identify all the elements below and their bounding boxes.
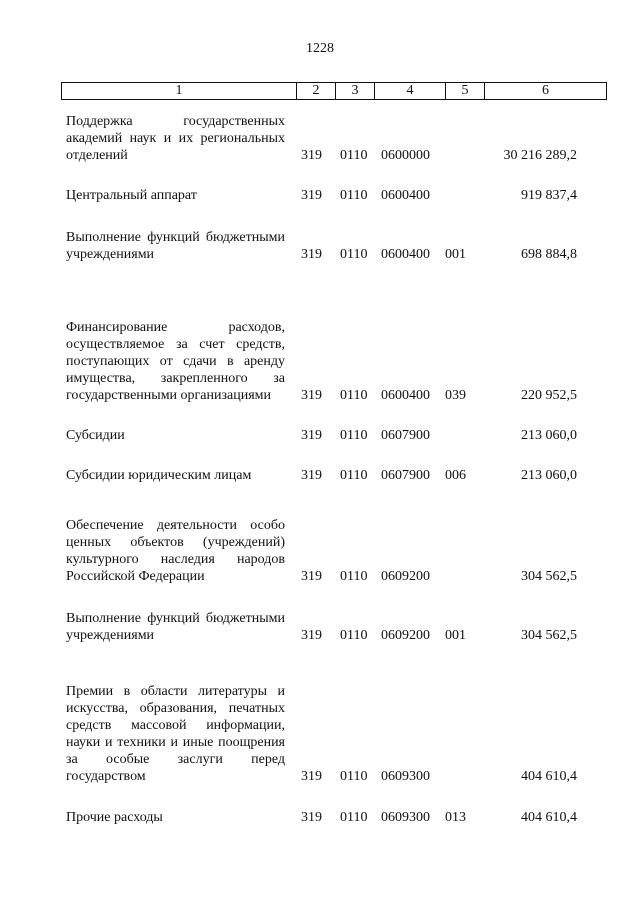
row-ved: 319 <box>301 428 322 443</box>
row-target-article: 0607900 <box>381 468 430 483</box>
row-name: Субсидии <box>66 428 125 443</box>
row-expense-type: 039 <box>445 388 466 403</box>
table-row <box>0 809 640 826</box>
header-col-1: 1 <box>62 83 297 99</box>
row-target-article: 0609200 <box>381 628 430 643</box>
row-sum: 30 216 289,2 <box>503 148 577 163</box>
row-ved: 319 <box>301 769 322 784</box>
row-sum: 404 610,4 <box>521 810 577 825</box>
row-sum: 304 562,5 <box>521 569 577 584</box>
row-sum: 698 884,8 <box>521 247 577 262</box>
row-name: Прочие расходы <box>66 810 163 825</box>
row-ved: 319 <box>301 628 322 643</box>
table-row <box>0 611 640 644</box>
row-sum: 919 837,4 <box>521 188 577 203</box>
row-ved: 319 <box>301 388 322 403</box>
row-name: Субсидии юридическим лицам <box>66 468 252 483</box>
table-row <box>0 518 640 585</box>
row-expense-type: 006 <box>445 468 466 483</box>
table-header <box>61 82 607 100</box>
row-ved: 319 <box>301 810 322 825</box>
row-expense-type: 001 <box>445 628 466 643</box>
row-name: Поддержка государственных академий наук и их региональных отделений <box>66 114 285 163</box>
row-ved: 319 <box>301 569 322 584</box>
row-name: Премии в области литературы и искусства, образования, печатных средств массовой информации, науки и техники и иные поощрения за особые заслуги перед государством <box>66 684 285 784</box>
row-section: 0110 <box>340 769 368 784</box>
row-expense-type: 013 <box>445 810 466 825</box>
row-sum: 404 610,4 <box>521 769 577 784</box>
table-row <box>0 187 640 204</box>
row-target-article: 0609300 <box>381 769 430 784</box>
row-ved: 319 <box>301 468 322 483</box>
row-sum: 213 060,0 <box>521 468 577 483</box>
row-ved: 319 <box>301 188 322 203</box>
row-ved: 319 <box>301 148 322 163</box>
row-section: 0110 <box>340 188 368 203</box>
table-row <box>0 684 640 785</box>
header-col-2: 2 <box>297 83 336 99</box>
row-target-article: 0600400 <box>381 188 430 203</box>
row-target-article: 0609200 <box>381 569 430 584</box>
row-target-article: 0600400 <box>381 388 430 403</box>
row-section: 0110 <box>340 468 368 483</box>
row-section: 0110 <box>340 247 368 262</box>
row-name: Финансирование расходов, осуществляемое за счет средств, поступающих от сдачи в аренду имущества, закрепленного за государственными организациями <box>66 320 285 403</box>
table-row <box>0 320 640 404</box>
row-target-article: 0609300 <box>381 810 430 825</box>
row-expense-type: 001 <box>445 247 466 262</box>
row-section: 0110 <box>340 810 368 825</box>
row-target-article: 0600400 <box>381 247 430 262</box>
row-sum: 213 060,0 <box>521 428 577 443</box>
row-target-article: 0600000 <box>381 148 430 163</box>
row-section: 0110 <box>340 428 368 443</box>
header-col-5: 5 <box>446 83 485 99</box>
row-name: Выполнение функций бюджетными учреждениями <box>66 611 285 643</box>
table-row <box>0 467 640 484</box>
row-name: Центральный аппарат <box>66 188 197 203</box>
header-col-3: 3 <box>336 83 375 99</box>
header-col-6: 6 <box>542 83 549 98</box>
row-section: 0110 <box>340 148 368 163</box>
row-section: 0110 <box>340 569 368 584</box>
row-ved: 319 <box>301 247 322 262</box>
row-name: Обеспечение деятельности особо ценных объектов (учреждений) культурного наследия народов Российской Федерации <box>66 518 285 584</box>
row-sum: 304 562,5 <box>521 628 577 643</box>
row-sum: 220 952,5 <box>521 388 577 403</box>
row-name: Выполнение функций бюджетными учреждениями <box>66 230 285 262</box>
row-target-article: 0607900 <box>381 428 430 443</box>
row-section: 0110 <box>340 388 368 403</box>
table-row <box>0 114 640 164</box>
header-col-4: 4 <box>375 83 446 99</box>
table-row <box>0 427 640 444</box>
row-section: 0110 <box>340 628 368 643</box>
page-number: 1228 <box>306 41 334 56</box>
table-row <box>0 230 640 263</box>
